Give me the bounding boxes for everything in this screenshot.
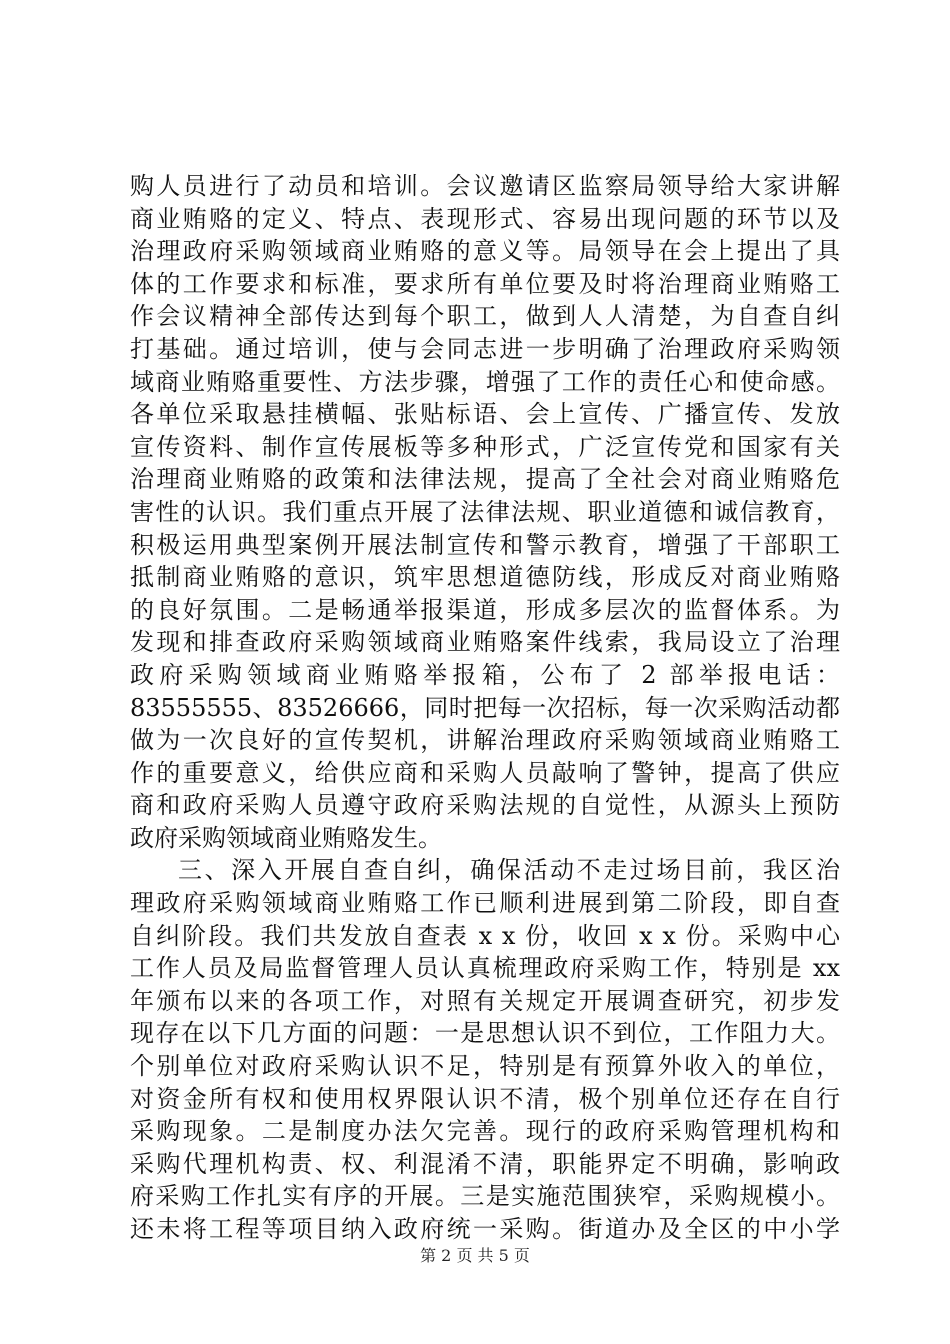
text-line: 各单位采取悬挂横幅、张贴标语、会上宣传、广播宣传、发放 [130, 400, 840, 429]
text-line: 采购代理机构责、权、利混淆不清，职能界定不明确，影响政 [130, 1149, 840, 1178]
text-line: 商业贿赂的定义、特点、表现形式、容易出现问题的环节以及 [130, 204, 840, 233]
text-line: 年颁布以来的各项工作，对照有关规定开展调查研究，初步发 [130, 986, 840, 1015]
text-line: 害性的认识。我们重点开展了法律法规、职业道德和诚信教育， [130, 497, 840, 526]
text-line: 理政府采购领域商业贿赂工作已顺利进展到第二阶段，即自查 [130, 889, 840, 918]
text-line: 宣传资料、制作宣传展板等多种形式，广泛宣传党和国家有关 [130, 432, 840, 461]
text-line: 做为一次良好的宣传契机，讲解治理政府采购领域商业贿赂工 [130, 726, 840, 755]
paragraph-end-line: 政府采购领域商业贿赂发生。 [130, 823, 442, 852]
text-line: 商和政府采购人员遵守政府采购法规的自觉性，从源头上预防 [130, 791, 840, 820]
text-line: 府采购工作扎实有序的开展。三是实施范围狭窄，采购规模小。 [130, 1182, 840, 1211]
text-line: 83555555、83526666，同时把每一次招标，每一次采购活动都 [130, 693, 840, 722]
text-line: 打基础。通过培训，使与会同志进一步明确了治理政府采购领 [130, 334, 840, 363]
text-line: 工作人员及局监督管理人员认真梳理政府采购工作，特别是 xx [130, 954, 840, 983]
text-line: 积极运用典型案例开展法制宣传和警示教育，增强了干部职工 [130, 530, 840, 559]
text-line: 现存在以下几方面的问题：一是思想认识不到位，工作阻力大。 [130, 1019, 840, 1048]
text-line: 购人员进行了动员和培训。会议邀请区监察局领导给大家讲解 [130, 172, 840, 200]
text-line: 的良好氛围。二是畅通举报渠道，形成多层次的监督体系。为 [130, 595, 840, 624]
text-line: 抵制商业贿赂的意识，筑牢思想道德防线，形成反对商业贿赂 [130, 563, 840, 592]
text-line: 体的工作要求和标准，要求所有单位要及时将治理商业贿赂工 [130, 269, 840, 298]
text-line: 对资金所有权和使用权界限认识不清，极个别单位还存在自行 [130, 1084, 840, 1113]
text-line: 域商业贿赂重要性、方法步骤，增强了工作的责任心和使命感。 [130, 367, 840, 396]
section-heading-line: 三、深入开展自查自纠，确保活动不走过场目前，我区治 [178, 856, 840, 885]
page-footer: 第 2 页 共 5 页 [420, 1246, 530, 1265]
text-line: 采购现象。二是制度办法欠完善。现行的政府采购管理机构和 [130, 1117, 840, 1146]
text-line: 还未将工程等项目纳入政府统一采购。街道办及全区的中小学 [130, 1215, 840, 1243]
text-line: 发现和排查政府采购领域商业贿赂案件线索，我局设立了治理 [130, 628, 840, 657]
document-body [130, 170, 840, 1246]
text-line: 个别单位对政府采购认识不足，特别是有预算外收入的单位， [130, 1052, 840, 1081]
text-line: 治理商业贿赂的政策和法律法规，提高了全社会对商业贿赂危 [130, 465, 840, 494]
text-line: 自纠阶段。我们共发放自查表 x x 份，收回 x x 份。采购中心 [130, 921, 840, 950]
text-line: 治理政府采购领域商业贿赂的意义等。局领导在会上提出了具 [130, 237, 840, 266]
text-line: 作的重要意义，给供应商和采购人员敲响了警钟，提高了供应 [130, 758, 840, 787]
text-line: 政府采购领域商业贿赂举报箱，公布了 2 部举报电话： [130, 660, 840, 689]
text-line: 作会议精神全部传达到每个职工，做到人人清楚，为自查自纠 [130, 302, 840, 331]
